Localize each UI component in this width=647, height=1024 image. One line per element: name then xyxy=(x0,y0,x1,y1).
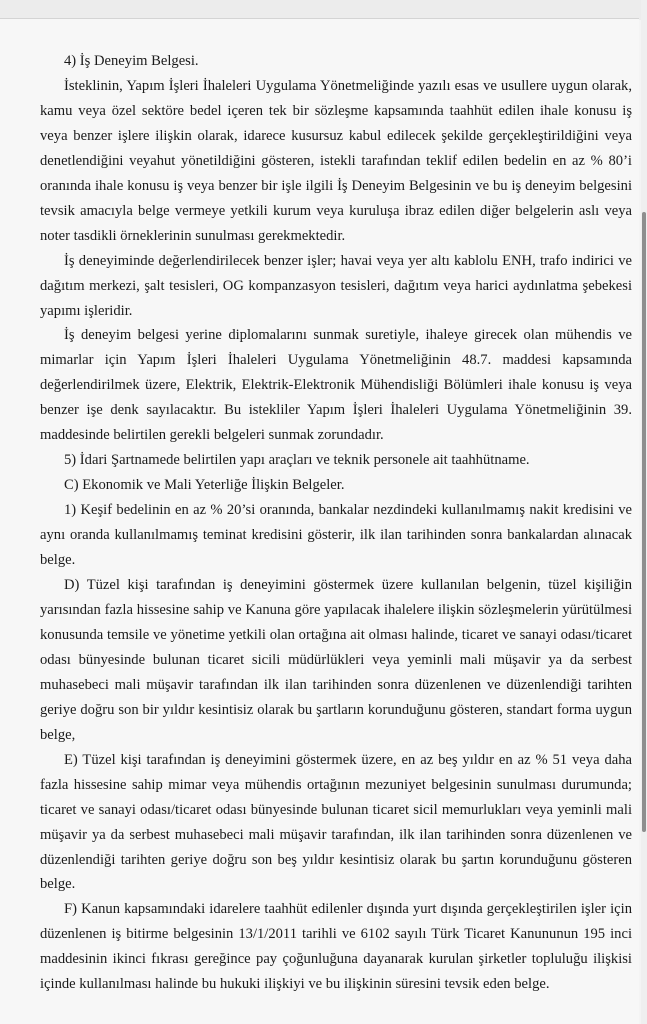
paragraph-similar-works: İş deneyiminde değerlendirilecek benzer işler; havai veya yer altı kablolu ENH, trafo indirici ve dağıtım merkezi, şalt tesisleri, OG kompanzasyon tesisleri, dağıtım veya harici aydınlatma şebekesi yapımı işleridir. xyxy=(40,252,632,319)
paragraph-f: F) Kanun kapsamındaki idarelere taahhüt edilenler dışında yurt dışında gerçekleştirilen işler için düzenlenen iş bitirme belgesinin 13/1/2011 tarihli ve 6102 sayılı Türk Ticaret Kanununun 195 inci maddesinin ikinci fıkrası gereğince pay çoğunluğuna dayanarak kurulan şirketler topluluğu ilişkisi içinde kullanılması halinde bu hukuki ilişkiyi ve bu ilişkinin süresini tevsik eden belge. xyxy=(40,901,632,993)
paragraph-e: E) Tüzel kişi tarafından iş deneyimini göstermek üzere, en az beş yıldır en az % 51 veya daha fazla hissesine sahip mimar veya mühendis ortağının mezuniyet belgesinin sunulması durumunda; ticaret ve sanayi odası/ticaret odası bünyesinde bulunan ticaret sicil memurlukları veya yeminli mali müşavir ya da serbest muhasebeci mali müşavir tarafından, ilk ilan tarihinden sonra düzenlenen ve düzenlendiği tarihten geriye doğru son beş yıldır kesintisiz olarak bu şartın korunduğunu gösteren belge. xyxy=(40,751,632,893)
vertical-scrollbar[interactable] xyxy=(641,0,647,1024)
paragraph-c1: 1) Keşif bedelinin en az % 20’si oranında, bankalar nezdindeki kullanılmamış nakit kredisini ve aynı oranda kullanılmamış teminat kredisini gösterir, ilk ilan tarihinden sonra bankalardan alınacak belge. xyxy=(40,502,632,569)
document-page xyxy=(0,19,639,1024)
section-heading-c: C) Ekonomik ve Mali Yeterliğe İlişkin Belgeler. xyxy=(64,477,345,494)
document-body xyxy=(40,49,632,997)
paragraph-diploma: İş deneyim belgesi yerine diplomalarını sunmak suretiyle, ihaleye girecek olan mühendis ve mimarlar için Yapım İşleri İhaleleri Uygulama Yönetmeliğinin 48.7. maddesi kapsamında değerlendirilmek üzere, Elektrik, Elektrik-Elektronik Mühendisliği Bölümleri ihale konusu iş veya benzer işe denk sayılacaktır. Bu istekliler Yapım İşleri İhaleleri Uygulama Yönetmeliğinin 39. maddesinde belirtilen gerekli belgeleri sunmak zorundadır. xyxy=(40,327,632,444)
top-bar xyxy=(0,0,647,20)
paragraph-d: D) Tüzel kişi tarafından iş deneyimini göstermek üzere kullanılan belgenin, tüzel kişiliğin yarısından fazla hissesine sahip ve Kanuna göre yapılacak ihalelere ilişkin sözleşmelerin yürütülmesi konusunda temsile ve yönetime yetkili olan ortağına ait olması halinde, ticaret ve sanayi odası/ticaret odası bünyesinde bulunan ticaret sicili müdürlükleri veya yeminli mali müşavir ya da serbest muhasebeci mali müşavir tarafından ilk ilan tarihinden sonra düzenlenen ve düzenlendiği tarihten geriye doğru son bir yıldır kesintisiz olarak bu şartların korunduğunu gösteren, standart forma uygun belge, xyxy=(40,577,632,743)
scrollbar-thumb[interactable] xyxy=(642,212,646,832)
section-heading-4: 4) İş Deneyim Belgesi. xyxy=(64,53,199,69)
paragraph-experience-requirement: İsteklinin, Yapım İşleri İhaleleri Uygulama Yönetmeliğinde yazılı esas ve usullere uygun olarak, kamu veya özel sektöre bedel içeren tek bir sözleşme kapsamında taahhüt edilen ihale konusu iş veya benzer işlere ilişkin olarak, idarece kusursuz kabul edilecek şekilde gerçekleştirildiğini veya denetlendiğini veyahut yönetildiğini gösteren, istekli tarafından teklif edilen bedelin en az % 80’i oranında ihale konusu iş veya benzer bir işle ilgili İş Deneyim Belgesinin ve bu iş deneyim belgesini tevsik amacıyla belge vermeye yetkili kurum veya kuruluşa ibraz edilen diğer belgelerin aslı veya noter tasdikli örneklerinin sunulması gerekmektedir. xyxy=(40,77,632,244)
section-heading-5: 5) İdari Şartnamede belirtilen yapı araçları ve teknik personele ait taahhütname. xyxy=(64,452,530,469)
